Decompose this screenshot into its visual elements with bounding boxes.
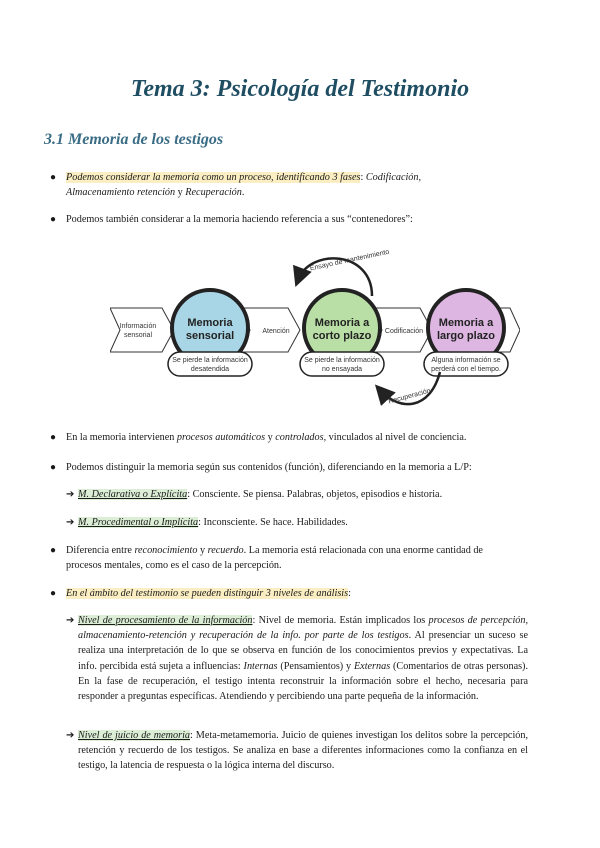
memory-diagram — [110, 240, 520, 415]
short-term-memory-label: Memoria a — [314, 317, 370, 329]
rehearsal-label: Ensayo de mantenimiento — [309, 248, 391, 273]
bullet-icon: ● — [50, 432, 57, 443]
long-term-note: perderá con el tiempo. — [431, 366, 501, 373]
paragraph-phases: Podemos considerar la memoria como un proceso, identificando 3 fases: Codificación, Almacenamiento retención y Recuperación. — [66, 172, 422, 199]
sensory-note: Se pierde la información — [172, 357, 248, 364]
retrieval-label: Recuperación — [387, 387, 432, 406]
bullet-icon: ● — [50, 462, 57, 473]
input-chevron — [110, 308, 174, 352]
highlight-levels: En el ámbito del testimonio se pueden distinguir 3 niveles de análisis — [66, 588, 349, 599]
bullet-icon: ● — [50, 588, 57, 599]
arrow-icon: ➔ — [66, 730, 75, 741]
highlight-judgement-level: Nivel de juicio de memoria — [78, 730, 191, 741]
encoding-label: Codificación — [384, 328, 424, 335]
highlight-processing-level: Nivel de procesamiento de la información — [78, 615, 253, 626]
arrow-icon: ➔ — [66, 517, 75, 528]
memory-judgement-item: Nivel de juicio de memoria: Meta-metamemoria. Juicio de quienes investigan los delitos sobre la percepción, retención y recuerdo de los testigos. Se analiza en base a diferentes informaciones como la confianza en el testigo, la latencia de respuesta o la lógica interna del discurso. — [78, 730, 529, 772]
paragraph-containers: Podemos también considerar a la memoria haciendo referencia a sus “contenedores”: — [66, 214, 413, 225]
attention-label: Atención — [262, 328, 290, 335]
highlight-procedural: M. Procedimental o Implícita — [78, 517, 199, 528]
long-term-memory-label: largo plazo — [436, 330, 496, 342]
bullet-icon: ● — [50, 545, 57, 556]
long-term-memory-label: Memoria a — [438, 317, 494, 329]
bullet-icon: ● — [50, 172, 57, 183]
paragraph-processes: En la memoria intervienen procesos automáticos y controlados, vinculados al nivel de conciencia. — [66, 432, 467, 443]
section-heading: 3.1 Memoria de los testigos — [44, 131, 224, 148]
sensory-memory-label: Memoria — [187, 317, 233, 329]
long-term-note: Alguna información se — [431, 357, 501, 364]
arrow-icon: ➔ — [66, 615, 75, 626]
page-title: Tema 3: Psicología del Testimonio — [130, 76, 470, 102]
bullet-icon: ● — [50, 214, 57, 225]
sensory-note: desatendida — [190, 366, 230, 373]
paragraph-recognition: Diferencia entre reconocimiento y recuerdo. La memoria está relacionada con una enorme cantidad de procesos mentales, como es el caso de la percepción. — [66, 545, 483, 572]
sensory-memory-label: sensorial — [185, 330, 235, 342]
arrow-icon: ➔ — [66, 489, 75, 500]
processing-level-item: Nivel de procesamiento de la información: Nivel de memoria. Están implicados los procesos de percepción, almacenamiento-retención y recuperación de la info. por parte de los testigos. Al presenciar un suceso se realiza una interpretación de lo que se observa en función de los conocimientos previos y expectativas. La info. percibida está sujeta a influencias: Internas (Pensamientos) y Externas (Comentarios de otras personas). En la fase de recuperación, el testigo intenta reconstruir la información sobre el hecho, necesaria para responder a preguntas específicas. Atendiendo y percibiendo una parte pequeña de la información. — [78, 615, 529, 703]
highlight-declarative: M. Declarativa o Explícita — [78, 489, 188, 500]
highlight-phases: Podemos considerar la memoria como un proceso, identificando 3 fases — [66, 172, 361, 183]
input-label: sensorial — [123, 332, 153, 339]
short-term-memory-label: corto plazo — [312, 330, 372, 342]
short-term-note: Se pierde la información — [304, 357, 380, 364]
paragraph-content-types: Podemos distinguir la memoria según sus contenidos (función), diferenciando en la memoria a L/P: — [66, 462, 472, 473]
declarative-memory-item: M. Declarativa o Explícita: Consciente. Se piensa. Palabras, objetos, episodios e historia. — [78, 489, 443, 500]
paragraph-levels: En el ámbito del testimonio se pueden distinguir 3 niveles de análisis: — [66, 588, 351, 599]
procedural-memory-item: M. Procedimental o Implícita: Inconsciente. Se hace. Habilidades. — [78, 517, 348, 528]
input-label: Información — [119, 323, 157, 330]
short-term-note: no ensayada — [321, 366, 363, 373]
